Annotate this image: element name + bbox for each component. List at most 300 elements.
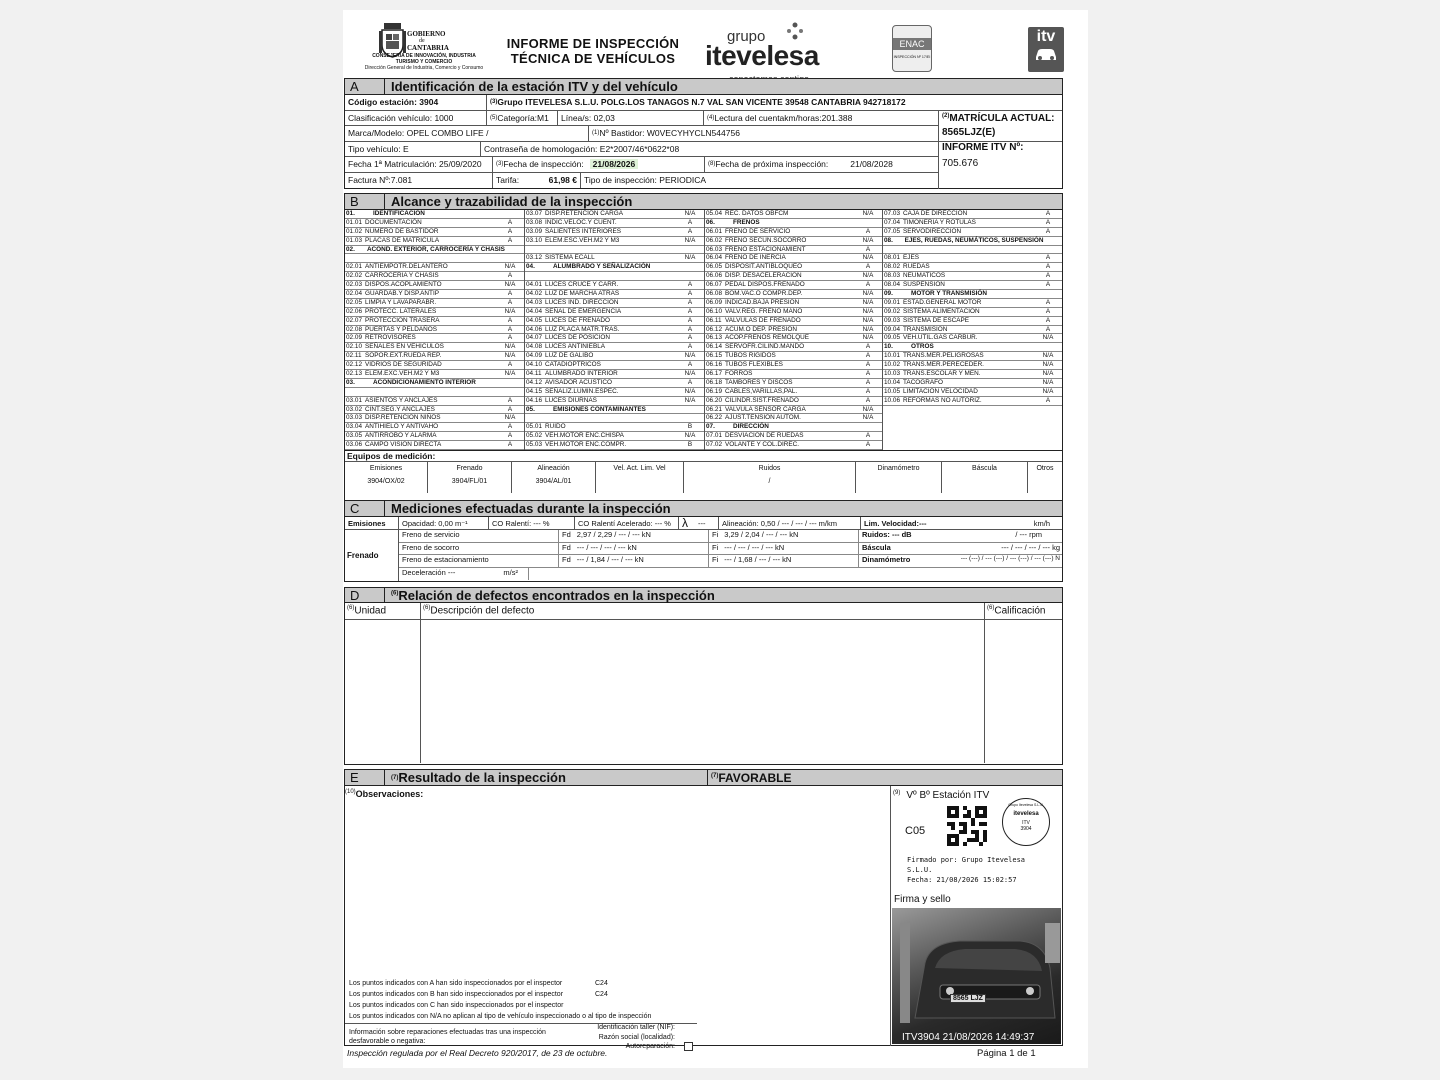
- section-d-header: [345, 587, 1062, 603]
- matricula-label: MATRÍCULA ACTUAL:: [949, 112, 1055, 124]
- footer-regulation: Inspección regulada por el Real Decreto 920/2017, de 23 de octubre.: [347, 1048, 608, 1058]
- item-name: ACOND. EXTERIOR, CARROCERÍA Y CHASIS: [366, 245, 505, 253]
- frenado-block: [345, 530, 1062, 581]
- vb-box: [890, 786, 1062, 1046]
- item-result: A: [865, 396, 871, 404]
- frenado-label: Frenado: [345, 530, 399, 581]
- estacion-sup: (3): [490, 99, 498, 106]
- inspection-item-row: [525, 326, 704, 335]
- item-result: N/A: [862, 236, 874, 244]
- section-e-title: Resultado de la inspección: [398, 770, 566, 785]
- points-a-text: Los puntos indicados con A han sido inspeccionados por el inspector: [349, 980, 563, 987]
- item-code: 06.09: [706, 298, 722, 306]
- inspection-item-row: [705, 370, 882, 379]
- item-result: N/A: [684, 210, 696, 217]
- codigo-estacion: Código estación: 3904: [345, 95, 487, 110]
- itv-label: itv: [1036, 28, 1056, 45]
- inspection-item-row: [525, 263, 704, 272]
- item-code: 07.02: [706, 441, 722, 449]
- item-name: ELEM.ESC.VEH.M2 Y M3: [545, 236, 620, 244]
- item-code: 01.: [346, 210, 355, 217]
- matricula-box: [939, 111, 1062, 189]
- inspection-item-row: [883, 361, 1062, 370]
- equipo-cell: [428, 462, 512, 493]
- item-code: 04.16: [526, 396, 542, 404]
- taller-nif-label: Identificación taller (NIF):: [597, 1024, 675, 1031]
- equipos-title: Equipos de medición:: [345, 450, 1062, 461]
- vehicle-photo-car-icon: [900, 923, 1060, 1023]
- clasificacion-vehiculo: Clasificación vehículo: 1000: [345, 111, 487, 126]
- item-result: A: [1045, 316, 1051, 324]
- item-code: 02.13: [346, 370, 362, 378]
- item-name: LIMPIA Y LAVAPARABR.: [365, 298, 437, 306]
- item-result: N/A: [862, 405, 874, 413]
- item-result: A: [1045, 325, 1051, 333]
- item-name: LUCES CRUCE Y CARR.: [545, 281, 619, 289]
- inspection-item-row: [345, 281, 524, 290]
- item-name: AJUST.TENSION AUTOM.: [725, 414, 801, 422]
- item-name: [903, 246, 1034, 254]
- report-title-line2: TÉCNICA DE VEHÍCULOS: [510, 51, 676, 66]
- signature-block: [907, 855, 1025, 885]
- section-a: [344, 78, 1063, 189]
- item-name: VALVULAS DE FRENADO: [725, 316, 801, 324]
- item-code: 08.: [884, 236, 893, 244]
- item-name: NUMERO DE BASTIDOR: [365, 227, 439, 235]
- item-code: 10.05: [884, 387, 900, 395]
- inspection-item-row: [883, 272, 1062, 281]
- item-result: N/A: [1042, 352, 1054, 360]
- item-code: 02.11: [346, 352, 362, 360]
- item-code: 06.07: [706, 281, 722, 289]
- section-b-title: Alcance y trazabilidad de la inspección: [391, 194, 633, 209]
- inspection-item-row: [525, 272, 704, 281]
- item-name: RUEDAS: [903, 263, 930, 271]
- item-code: 06.10: [706, 307, 722, 315]
- equipo-value: /: [768, 478, 771, 485]
- item-name: ANTIRROBO Y ALARMA: [365, 432, 437, 440]
- razon-social-label: Razón social (localidad):: [598, 1033, 675, 1041]
- unidad-sup: (6): [347, 605, 355, 611]
- fecha-insp-sup: (3): [496, 161, 504, 168]
- freno-estacionamiento-label: Freno de estacionamiento: [399, 555, 559, 567]
- item-name: CAJA DE DIRECCION: [903, 210, 968, 217]
- inspection-item-row: [883, 210, 1062, 219]
- item-result: N/A: [684, 236, 696, 244]
- inspection-item-row: [345, 210, 524, 219]
- item-name: SUSPENSION: [903, 281, 945, 289]
- item-code: 10.: [884, 343, 893, 351]
- autoreparacion-label: Autoreparación:: [625, 1043, 675, 1050]
- inspection-item-row: [525, 423, 704, 432]
- item-code: 06.06: [706, 272, 722, 280]
- firmado-line2: S.L.U.: [907, 866, 933, 874]
- item-result: A: [1045, 227, 1051, 235]
- resultado-favorable: FAVORABLE: [718, 770, 792, 785]
- item-name: EJES: [903, 254, 919, 262]
- car-icon: [1034, 47, 1058, 61]
- item-name: DISP.RETENCION NIÑOS: [365, 414, 441, 422]
- item-result: A: [507, 218, 513, 226]
- item-name: DISP. DESACELERACION: [725, 272, 802, 280]
- defects-col-calificacion: [985, 603, 1062, 763]
- inspection-item-row: [345, 308, 524, 317]
- item-name: TRANS.MER.PERECEDER.: [903, 361, 984, 369]
- item-code: 04.04: [526, 307, 542, 315]
- item-result: N/A: [862, 298, 874, 306]
- item-name: LUCES DE POSICION: [545, 334, 610, 342]
- section-d: [344, 587, 1063, 765]
- fd-estacionamiento: --- / 1,84 / --- / --- kN: [576, 555, 644, 564]
- inspection-item-row: [345, 246, 524, 255]
- item-result: A: [1045, 307, 1051, 315]
- item-result: N/A: [684, 370, 696, 378]
- item-code: 06.02: [706, 236, 722, 244]
- item-result: [676, 414, 704, 422]
- marca-modelo: Marca/Modelo: OPEL COMBO LIFE /: [345, 126, 589, 141]
- qr-code-icon: [947, 806, 987, 846]
- item-name: CINT.SEG.Y ANCLAJES: [365, 405, 435, 413]
- section-c-letter: C: [345, 501, 385, 516]
- item-code: [345, 254, 365, 262]
- item-code: 08.02: [884, 263, 900, 271]
- co-ralenti-acelerado: CO Ralentí Acelerado: --- %: [575, 517, 679, 529]
- frenado-rows: [399, 530, 1062, 581]
- item-name: TRANS.ESCOLAR Y MEN.: [903, 370, 981, 378]
- item-name: LUCES DE FRENADO: [545, 316, 610, 324]
- item-result: A: [507, 405, 513, 413]
- inspection-item-row: [883, 254, 1062, 263]
- item-code: 02.07: [346, 316, 362, 324]
- item-name: CATADIOPTRICOS: [545, 361, 601, 369]
- inspection-item-row: [345, 397, 524, 406]
- inspection-item-row: [345, 361, 524, 370]
- vb-label: Vº Bº Estación ITV: [906, 790, 990, 802]
- equipo-cell: [596, 462, 684, 493]
- item-result: N/A: [862, 210, 874, 217]
- inspection-item-row: [345, 299, 524, 308]
- item-name: FRENO ESTACIONAMIENT: [725, 245, 806, 253]
- item-code: 02.10: [346, 343, 362, 351]
- vb-sup: (9): [893, 790, 901, 796]
- item-name: EJES, RUEDAS, NEUMÁTICOS, SUSPENSIÓN: [904, 236, 1044, 244]
- section-d-letter: D: [345, 588, 385, 602]
- item-code: 08.01: [884, 254, 900, 262]
- inspection-item-row: [525, 299, 704, 308]
- item-result: [496, 379, 524, 387]
- points-c-text: Los puntos indicados con C han sido inspeccionados por el inspector: [349, 1002, 564, 1009]
- inspection-item-row: [525, 237, 704, 246]
- freno-socorro-label: Freno de socorro: [399, 543, 559, 555]
- inspection-item-row: [883, 397, 1062, 406]
- inspection-item-row: [705, 361, 882, 370]
- section-b-letter: B: [345, 194, 385, 209]
- lectura-cuentakm: Lectura del cuentakm/horas:201.388: [714, 112, 853, 123]
- item-code: 03.12: [526, 254, 542, 262]
- item-code: 03.09: [526, 227, 542, 235]
- emisiones-label: Emisiones: [345, 517, 399, 529]
- item-name: TACOGRAFO: [903, 378, 944, 386]
- item-name: SALIENTES INTERIORES: [545, 227, 621, 235]
- item-name: SEÑALIZ.LUMIN.ESPEC.: [545, 387, 619, 395]
- item-name: LUZ PLACA MATR.TRAS.: [545, 325, 620, 333]
- fi-estacionamiento: --- / 1,68 / --- / --- kN: [724, 555, 792, 564]
- item-result: N/A: [862, 325, 874, 333]
- item-code: 02.03: [346, 281, 362, 289]
- item-code: 04.07: [526, 334, 542, 342]
- item-name: FRENO DE INERCIA: [725, 254, 786, 262]
- items-col-1: [345, 210, 525, 450]
- inspection-item-row: [525, 352, 704, 361]
- item-code: 06.12: [706, 325, 722, 333]
- section-e-header: [345, 770, 1062, 786]
- item-name: OTROS: [911, 343, 934, 351]
- item-name: CABLES,VARILLAS,PAL.: [725, 387, 798, 395]
- item-name: [365, 254, 496, 262]
- row-factura: [345, 173, 938, 189]
- item-result: N/A: [504, 352, 516, 360]
- descripcion-sup: (6): [423, 605, 431, 611]
- inspection-item-row: [705, 219, 882, 228]
- item-result: A: [865, 361, 871, 369]
- item-name: DISPOS.ACOPLAMIENTO: [365, 281, 442, 289]
- item-code: 04.09: [526, 352, 542, 360]
- equipos-medicion: [345, 450, 1062, 493]
- item-code: 03.: [346, 378, 355, 386]
- item-result: A: [687, 290, 693, 298]
- calificacion-header: Calificación: [994, 605, 1046, 617]
- item-result: A: [507, 227, 513, 235]
- item-code: 02.05: [346, 298, 362, 306]
- item-result: N/A: [504, 307, 516, 315]
- item-name: CAMPO VISION DIRECTA: [365, 441, 442, 449]
- stamp-itv: ITV: [1022, 820, 1030, 826]
- item-result: A: [687, 334, 693, 342]
- inspection-item-row: [883, 343, 1062, 352]
- item-code: 10.01: [884, 352, 900, 360]
- item-name: DOCUMENTACIÓN: [365, 218, 422, 226]
- freno-estacionamiento-row: [399, 555, 1062, 568]
- gob-line3: CANTABRIA: [407, 44, 449, 52]
- report-title-line1: INFORME DE INSPECCIÓN: [506, 36, 680, 51]
- inspection-item-row: [345, 414, 524, 423]
- item-code: 04.02: [526, 290, 542, 298]
- item-name: PEDAL DISPOS.FRENADO: [725, 281, 805, 289]
- freno-socorro-row: [399, 543, 1062, 556]
- firmado-line1: Firmado por: Grupo Itevelesa: [907, 856, 1026, 864]
- inspection-item-row: [705, 290, 882, 299]
- item-name: SERVOFR.CILIND.MANDO: [725, 343, 805, 351]
- item-code: 02.: [346, 245, 355, 253]
- stamp-text: Grupo Itevelesa S.L.U.: [1008, 803, 1044, 807]
- fd-label-3: Fd: [562, 555, 571, 564]
- inspection-item-row: [883, 237, 1062, 246]
- item-code: 05.02: [526, 432, 542, 440]
- bastidor-sup: (1): [592, 130, 600, 137]
- factura: Factura Nº:7.081: [345, 173, 493, 189]
- item-result: [1043, 237, 1062, 245]
- fecha-inspeccion: 21/08/2026: [590, 159, 639, 169]
- item-code: 03.05: [346, 432, 362, 440]
- inspection-item-row: [883, 299, 1062, 308]
- inspection-item-row: [883, 334, 1062, 343]
- item-name: TRANSMISION: [903, 325, 948, 333]
- gob-line4: CONSEJERÍA DE INNOVACIÓN, INDUSTRIA: [372, 53, 476, 59]
- item-name: REFORMAS NO AUTORIZ.: [903, 396, 982, 404]
- item-result: [496, 254, 524, 262]
- item-name: [365, 388, 496, 396]
- item-code: [883, 246, 903, 254]
- vehicle-photo: [892, 908, 1061, 1044]
- equipo-value: 3904/FL/01: [451, 478, 488, 485]
- item-result: A: [1045, 272, 1051, 280]
- inspection-item-row: [705, 423, 882, 432]
- fd-socorro: --- / --- / --- / --- kN: [576, 542, 637, 552]
- item-result: A: [1045, 263, 1051, 271]
- inspection-item-row: [345, 370, 524, 379]
- equipo-header: Otros: [1036, 465, 1054, 472]
- inspection-item-row: [345, 343, 524, 352]
- item-name: DIRECCIÓN: [733, 423, 769, 431]
- report-title: [493, 36, 693, 66]
- item-name: FRENO SECUN.SOCORRO: [725, 236, 807, 244]
- bascula-label: Báscula: [862, 542, 891, 552]
- item-code: 06.19: [706, 387, 722, 395]
- freno-servicio-label: Freno de servicio: [399, 530, 559, 542]
- item-name: SISTEMA ECALL: [545, 254, 595, 262]
- item-code: 06.01: [706, 227, 722, 235]
- item-name: DISP.RETENCION CARGA: [545, 210, 624, 217]
- firma-y-sello: Firma y sello: [894, 894, 951, 905]
- inspection-item-row: [525, 406, 704, 415]
- item-result: A: [1045, 396, 1051, 404]
- equipo-cell: [856, 462, 942, 493]
- item-code: 04.01: [526, 281, 542, 289]
- inspection-item-row: [705, 397, 882, 406]
- item-name: CARROCERIA Y CHASIS: [365, 272, 439, 280]
- dinamometro-value: --- (---) / --- (---) / --- (---) / --- (---) N: [960, 555, 1060, 562]
- inspection-item-row: [525, 441, 704, 450]
- inspection-item-row: [345, 237, 524, 246]
- item-result: [505, 246, 524, 254]
- section-d-title: Relación de defectos encontrados en la inspección: [398, 587, 715, 603]
- item-name: SISTEMA ALIMENTACION: [903, 307, 980, 315]
- item-code: 06.13: [706, 334, 722, 342]
- inspection-item-row: [883, 281, 1062, 290]
- item-result: A: [507, 298, 513, 306]
- item-name: SISTEMA DE ESCAPE: [903, 316, 970, 324]
- inspection-item-row: [705, 299, 882, 308]
- item-name: LUCES ANTINIEBLA: [545, 343, 606, 351]
- item-result: A: [1045, 218, 1051, 226]
- item-code: 05.04: [706, 210, 722, 217]
- item-code: 04.08: [526, 343, 542, 351]
- item-code: 03.03: [346, 414, 362, 422]
- item-result: A: [507, 272, 513, 280]
- item-result: A: [687, 316, 693, 324]
- co-ralenti: CO Ralentí: --- %: [489, 517, 575, 529]
- item-code: 10.03: [884, 370, 900, 378]
- item-code: 03.02: [346, 405, 362, 413]
- item-result: N/A: [862, 414, 874, 422]
- item-name: EMISIONES CONTAMINANTES: [553, 405, 646, 413]
- inspection-item-row: [883, 263, 1062, 272]
- enac-label: ENAC: [893, 38, 931, 50]
- item-result: A: [687, 227, 693, 235]
- item-result: A: [865, 432, 871, 440]
- item-result: [1034, 290, 1062, 298]
- item-name: PLACAS DE MATRICULA: [365, 236, 440, 244]
- calificacion-sup: (6): [987, 605, 995, 611]
- inspection-item-row: [525, 361, 704, 370]
- categoria: Categoría:M1: [497, 112, 549, 123]
- fi-label-2: Fi: [712, 542, 719, 552]
- item-code: 09.: [884, 290, 893, 298]
- inspection-item-row: [525, 370, 704, 379]
- item-code: [345, 388, 365, 396]
- item-code: 07.03: [884, 210, 900, 217]
- equipo-cell: [1028, 462, 1062, 493]
- item-name: VIDRIOS DE SEGURIDAD: [365, 361, 442, 369]
- firmado-line3: Fecha: 21/08/2026 15:02:57: [907, 876, 1017, 884]
- row-fechas: [345, 157, 938, 173]
- points-b-text: Los puntos indicados con B han sido inspeccionados por el inspector: [349, 991, 564, 998]
- fecha-matriculacion: Fecha 1ª Matriculación: 25/09/2020: [345, 157, 493, 172]
- observaciones-label: Observaciones:: [355, 789, 424, 799]
- cantabria-coat-of-arms-icon: [379, 23, 406, 57]
- fecha-proxima-label: Fecha de próxima inspección:: [715, 159, 829, 170]
- fecha-prox-sup: (8): [708, 161, 716, 168]
- item-result: N/A: [1042, 334, 1054, 342]
- gob-line6: Dirección General de Industria, Comercio y Consumo: [364, 65, 484, 71]
- item-result: A: [865, 387, 871, 395]
- row-tipo: [345, 142, 938, 158]
- item-result: N/A: [862, 272, 874, 280]
- item-name: VALV.REG. FRENO MANO: [725, 307, 803, 315]
- section-e-sup: (7): [391, 774, 399, 781]
- item-code: 04.05: [526, 316, 542, 324]
- categoria-sup: (5): [490, 114, 498, 121]
- inspector-points: [349, 978, 709, 1022]
- item-name: INDICAD.BAJA PRESION: [725, 298, 800, 306]
- item-name: SOPOR.EXT.RUEDA REP.: [365, 352, 442, 360]
- item-name: TUBOS FLEXIBLES: [725, 361, 783, 369]
- equipo-cell: [512, 462, 596, 493]
- item-result: A: [507, 334, 513, 342]
- item-name: LUCES IND. DIRECCION: [545, 298, 619, 306]
- equipo-cell: [684, 462, 856, 493]
- item-code: 03.07: [526, 210, 542, 217]
- item-code: 09.05: [884, 334, 900, 342]
- inspection-item-row: [705, 263, 882, 272]
- item-code: 06.: [706, 218, 715, 226]
- inspection-item-row: [345, 423, 524, 432]
- autoreparacion-checkbox[interactable]: [684, 1042, 693, 1051]
- item-result: N/A: [1042, 361, 1054, 369]
- item-code: 01.01: [346, 218, 362, 226]
- inspection-item-row: [525, 397, 704, 406]
- item-code: 06.14: [706, 343, 722, 351]
- item-result: A: [865, 352, 871, 360]
- item-name: PUERTAS Y PELDAÑOS: [365, 325, 437, 333]
- section-c-title: Mediciones efectuadas durante la inspección: [391, 501, 671, 516]
- item-code: 02.01: [346, 263, 362, 271]
- item-result: A: [1045, 281, 1051, 289]
- item-name: ACOP.FRENOS REMOLQUE: [725, 334, 810, 342]
- item-name: IDENTIFICACIÓN: [373, 210, 425, 217]
- inspection-item-row: [883, 246, 1062, 255]
- item-name: BOM.VAC.O COMPR.DEP.: [725, 290, 803, 298]
